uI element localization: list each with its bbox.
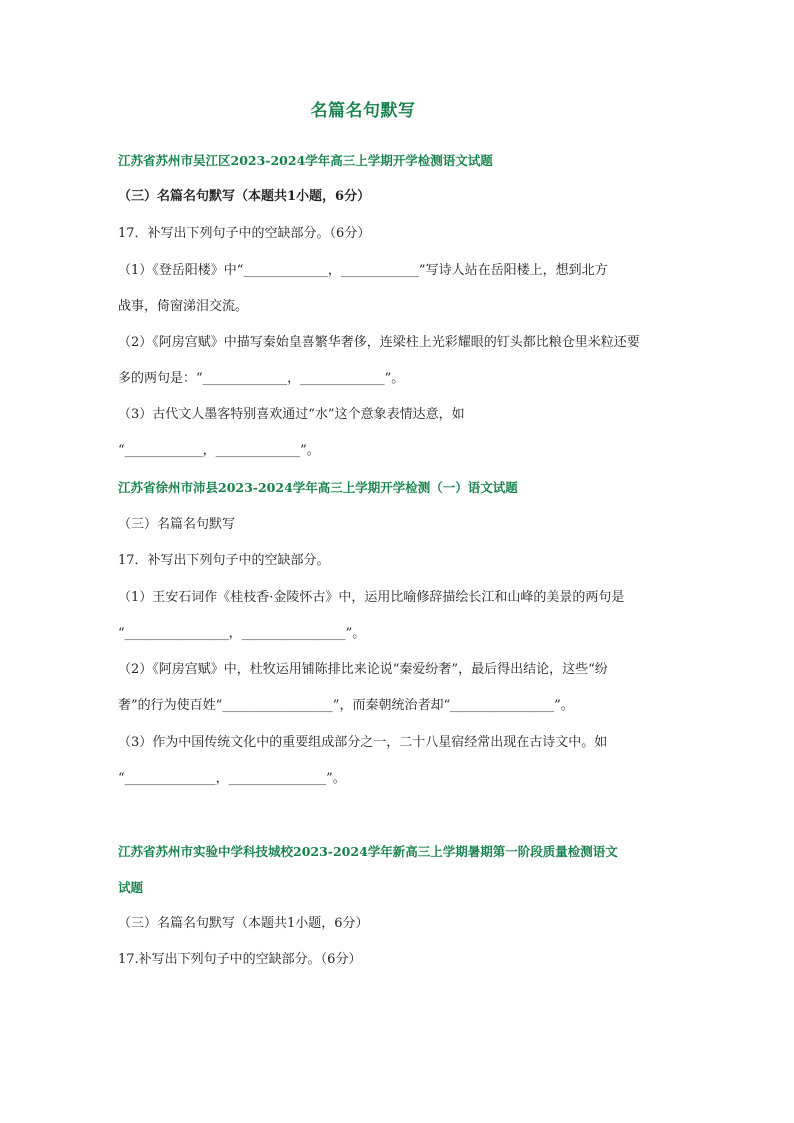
question-line: （1）《登岳阳楼》中“_____________，____________”写诗人站在岳阳楼上，想到北方 (118, 263, 608, 278)
section-heading: （三）名篇名句默写（本题共1小题，6分） (118, 916, 369, 931)
question-line: “______________，_______________”。 (118, 771, 346, 786)
question-line: （2）《阿房宫赋》中描写秦始皇喜繁华奢侈，连梁柱上光彩耀眼的钉头都比粮仓里米粒还要 (118, 335, 640, 350)
question-line: “________________，________________”。 (118, 626, 366, 641)
section-source: 江苏省苏州市吴江区2023-2024学年高三上学期开学检测语文试题 (118, 153, 493, 168)
question-prompt: 17.补写出下列句子中的空缺部分。（6分） (118, 952, 362, 967)
question-line: （3）古代文人墨客特别喜欢通过“水”这个意象表情达意，如 (118, 407, 465, 422)
section-source: 江苏省徐州市沛县2023-2024学年高三上学期开学检测（一）语文试题 (118, 480, 518, 495)
page-title: 名篇名句默写 (310, 101, 416, 121)
section-source: 江苏省苏州市实验中学科技城校2023-2024学年新高三上学期暑期第一阶段质量检测语文 (118, 844, 618, 859)
question-line: （2）《阿房宫赋》中，杜牧运用铺陈排比来论说“秦爱纷奢”，最后得出结论，这些“纷 (118, 662, 608, 677)
question-line: “____________，_____________”。 (118, 443, 320, 458)
question-line: （3）作为中国传统文化中的重要组成部分之一，二十八星宿经常出现在古诗文中。如 (118, 735, 608, 750)
question-line: （1）王安石词作《桂枝香·金陵怀古》中，运用比喻修辞描绘长江和山峰的美景的两句是 (118, 590, 625, 605)
question-line: 多的两句是：“_____________，_____________”。 (118, 371, 405, 386)
question-prompt: 17．补写出下列句子中的空缺部分。 (118, 553, 330, 568)
question-prompt: 17．补写出下列句子中的空缺部分。（6分） (118, 226, 371, 241)
question-line: 战事，倚窗涕泪交流。 (118, 299, 249, 314)
section-source: 试题 (118, 880, 144, 895)
section-heading: （三）名篇名句默写 (118, 517, 236, 532)
question-line: 奢”的行为使百姓“_________________”，而秦朝统治者却“________________”。 (118, 698, 574, 713)
section-heading: （三）名篇名句默写（本题共1小题，6分） (118, 189, 371, 204)
